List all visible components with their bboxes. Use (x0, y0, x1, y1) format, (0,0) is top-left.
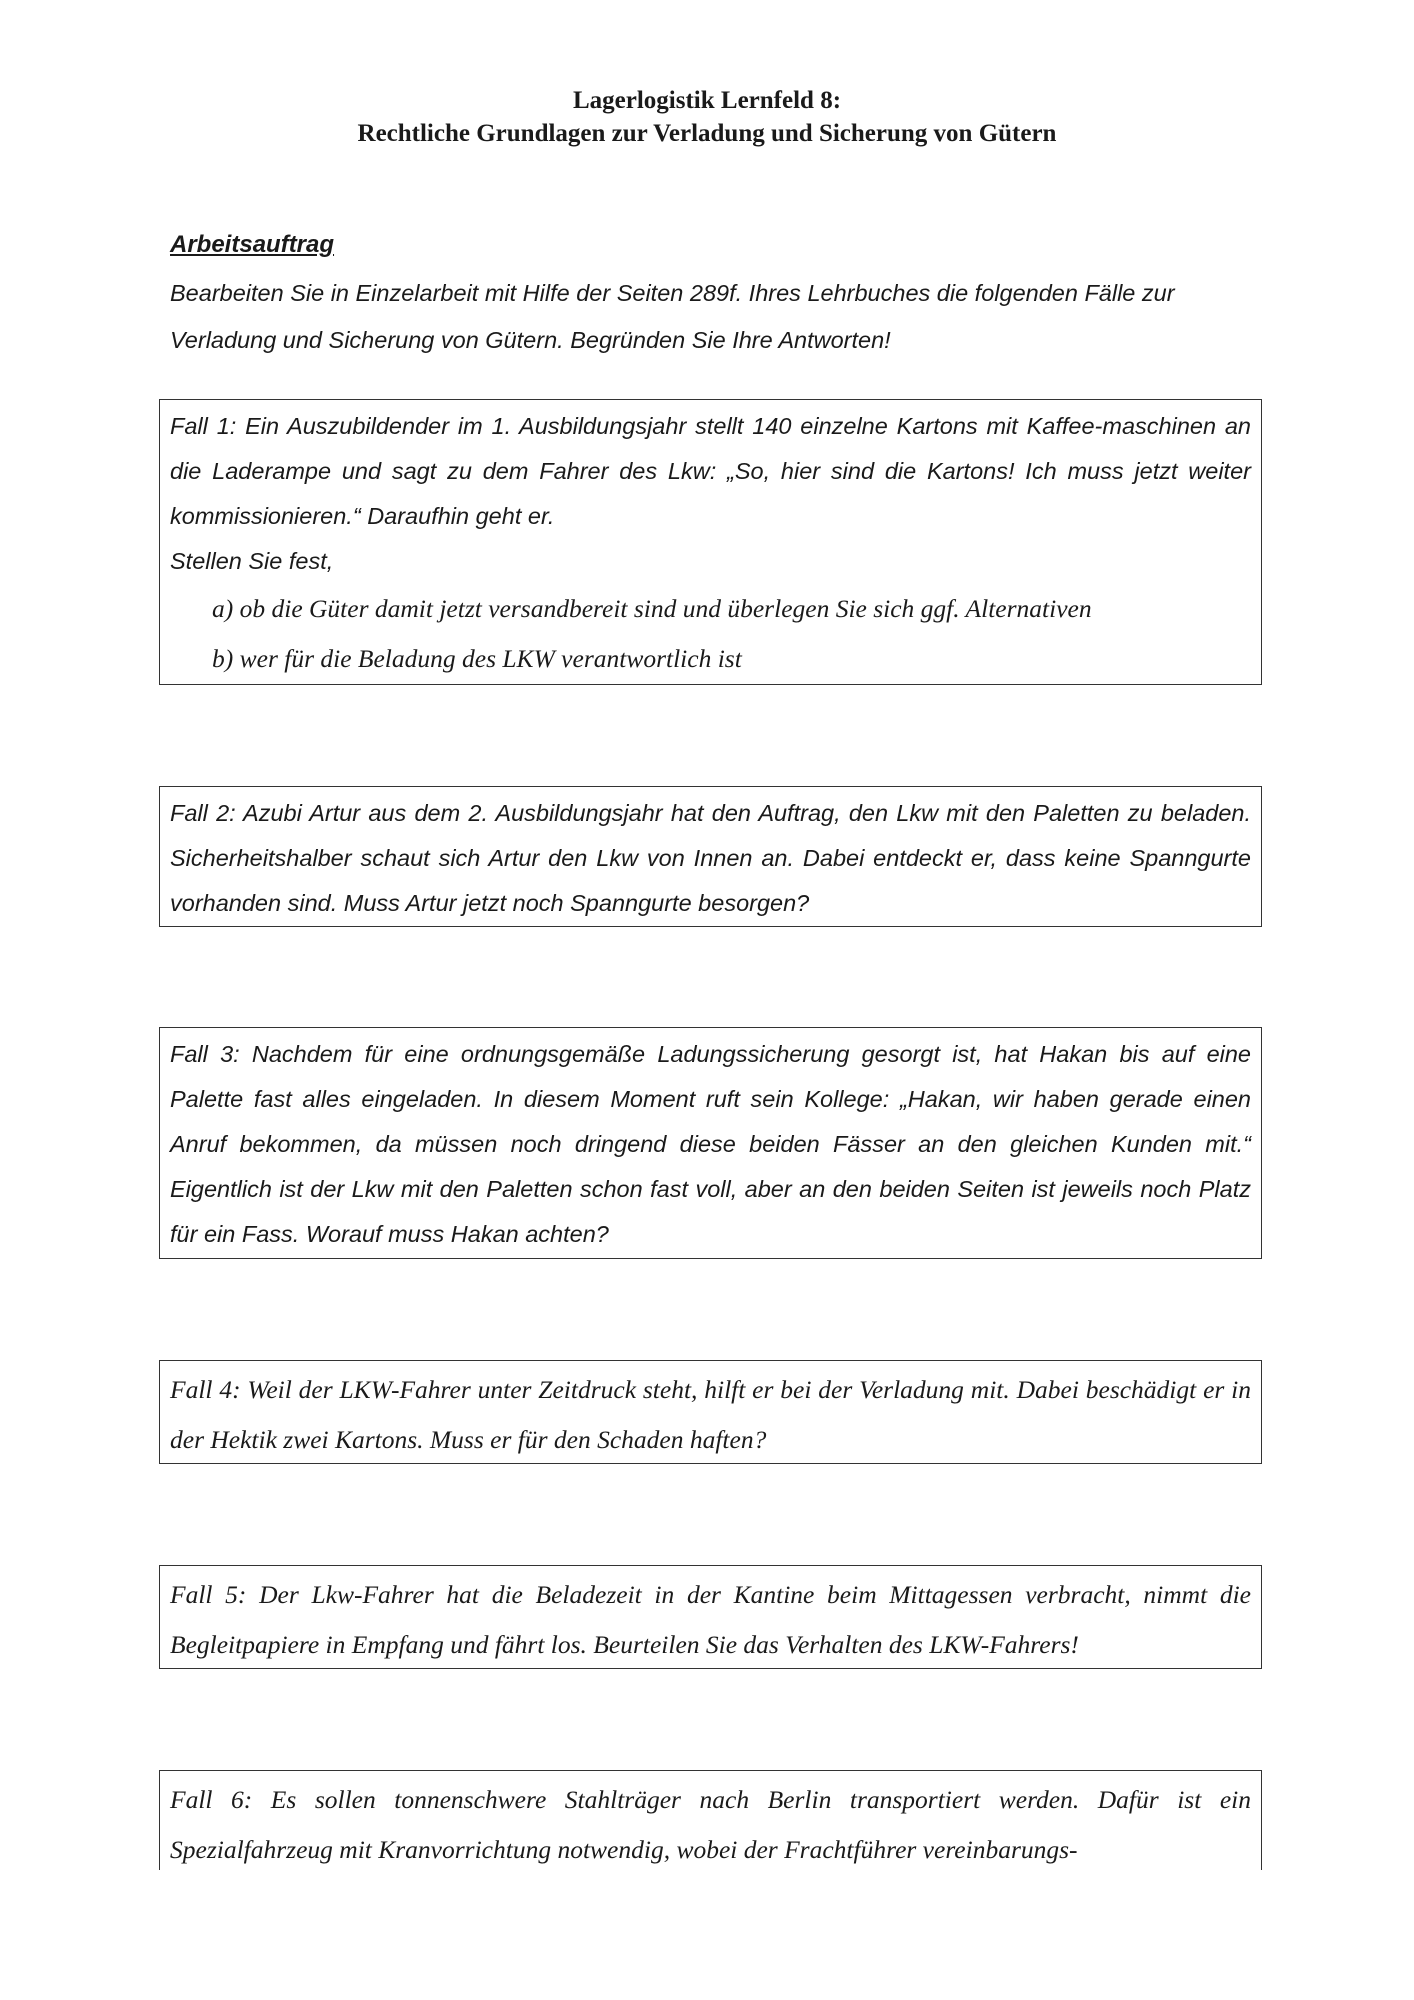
task-instructions: Bearbeiten Sie in Einzelarbeit mit Hilfe der Seiten 289f. Ihres Lehrbuches die folgenden Fälle zur Verladung und Sicherung von Gütern. Begründen Sie Ihre Antworten! (170, 280, 1175, 353)
page-title-line-2: Rechtliche Grundlagen zur Verladung und Sicherung von Gütern (357, 120, 1057, 147)
case-3-text: Fall 3: Nachdem für eine ordnungsgemäße Ladungssicherung gesorgt ist, hat Hakan bis auf eine Palette fast alles eingeladen. In diesem Moment ruft sein Kollege: „Hakan, wir haben gerade einen Anruf bekommen, da müssen noch dringend diese beiden Fässer an den gleichen Kunden mit.“ Eigentlich ist der Lkw mit den Paletten schon fast voll, aber an den beiden Seiten ist jeweils noch Platz für ein Fass. Worauf muss Hakan achten? (170, 1041, 1251, 1247)
case-1-question-a: a) ob die Güter damit jetzt versandbereit sind und überlegen Sie sich ggf. Alternativen (212, 594, 1092, 623)
case-5-text: Fall 5: Der Lkw-Fahrer hat die Beladezeit in der Kantine beim Mittagessen verbracht, nimmt die Begleitpapiere in Empfang und fährt los. Beurteilen Sie das Verhalten des LKW-Fahrers! (170, 1580, 1251, 1659)
case-2-text: Fall 2: Azubi Artur aus dem 2. Ausbildungsjahr hat den Auftrag, den Lkw mit den Paletten zu beladen. Sicherheitshalber schaut sich Artur den Lkw von Innen an. Dabei entdeckt er, dass keine Spanngurte vorhanden sind. Muss Artur jetzt noch Spanngurte besorgen? (170, 800, 1251, 916)
task-heading: Arbeitsauftrag (170, 231, 335, 258)
page-title-line-1: Lagerlogistik Lernfeld 8: (572, 87, 842, 114)
case-1-question-b: b) wer für die Beladung des LKW verantwortlich ist (212, 644, 742, 673)
case-box-1 (159, 399, 1262, 685)
case-1-prompt: Stellen Sie fest, (170, 548, 334, 574)
case-box-3 (159, 1027, 1262, 1259)
case-4-text: Fall 4: Weil der LKW-Fahrer unter Zeitdruck steht, hilft er bei der Verladung mit. Dabei beschädigt er in der Hektik zwei Kartons. Muss er für den Schaden haften? (170, 1375, 1251, 1454)
case-box-5 (159, 1565, 1262, 1669)
case-box-4 (159, 1360, 1262, 1464)
case-1-text: Fall 1: Ein Auszubildender im 1. Ausbildungsjahr stellt 140 einzelne Kartons mit Kaffee-maschinen an die Laderampe und sagt zu dem Fahrer des Lkw: „So, hier sind die Kartons! Ich muss jetzt weiter kommissionieren.“ Daraufhin geht er. (170, 413, 1251, 529)
case-box-2 (159, 786, 1262, 927)
case-6-text: Fall 6: Es sollen tonnenschwere Stahlträger nach Berlin transportiert werden. Dafür ist ein Spezialfahrzeug mit Kranvorrichtung notwendig, wobei der Frachtführer vereinbarungs- (170, 1785, 1251, 1864)
case-box-6 (159, 1770, 1262, 1870)
